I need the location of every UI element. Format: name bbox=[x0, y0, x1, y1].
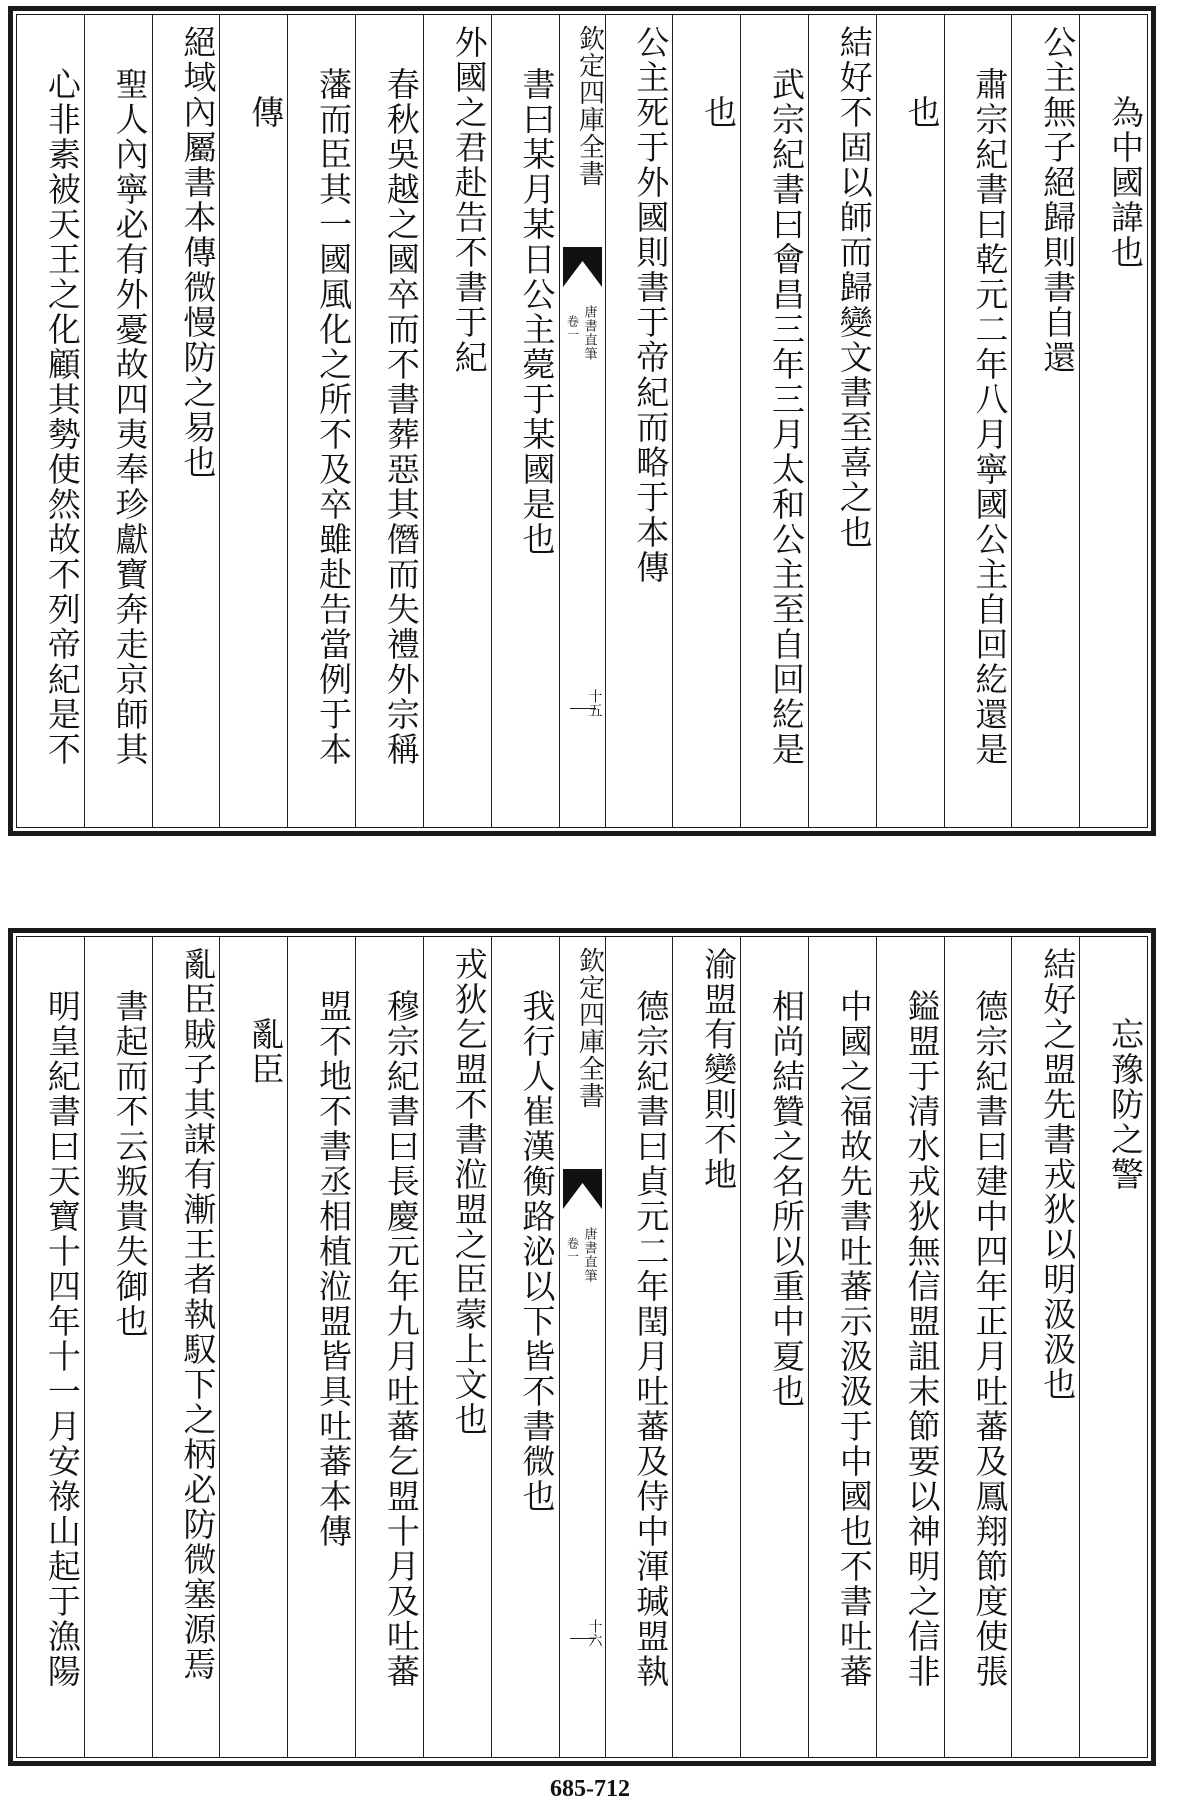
text-columns bbox=[17, 15, 1147, 827]
column-text: 渝盟有變則不地 bbox=[699, 947, 739, 1192]
text-column bbox=[876, 937, 944, 1757]
column-text: 聖人內寧必有外憂故四夷奉珍獻寶奔走京師其 bbox=[110, 67, 150, 767]
center-fold bbox=[559, 937, 605, 1757]
center-fold bbox=[559, 15, 605, 827]
column-text: 外國之君赴告不書于紀 bbox=[449, 25, 489, 375]
column-text: 結好之盟先書戎狄以明汲汲也 bbox=[1038, 947, 1078, 1402]
text-column bbox=[152, 937, 220, 1757]
text-column bbox=[287, 15, 355, 827]
column-text: 心非素被天王之化顧其勢使然故不列帝紀是不 bbox=[42, 67, 82, 767]
book-title: 唐書直筆 bbox=[581, 305, 597, 361]
column-text: 公主死于外國則書于帝紀而略于本傳 bbox=[631, 25, 671, 585]
column-text: 書起而不云叛貴失御也 bbox=[110, 989, 150, 1339]
book-title: 唐書直筆 bbox=[581, 1227, 597, 1283]
juan-number: 卷一 bbox=[565, 1237, 580, 1263]
text-column bbox=[491, 15, 559, 827]
text-column bbox=[355, 937, 423, 1757]
column-text: 德宗紀書曰建中四年正月吐蕃及鳳翔節度使張 bbox=[970, 989, 1010, 1689]
column-text: 也 bbox=[699, 95, 739, 130]
page-number: 685-712 bbox=[550, 1776, 630, 1802]
text-column bbox=[605, 15, 673, 827]
text-columns bbox=[17, 937, 1147, 1757]
folio-number: 十五 bbox=[586, 689, 603, 717]
text-column bbox=[605, 937, 673, 1757]
text-column bbox=[219, 15, 287, 827]
text-column bbox=[423, 937, 491, 1757]
text-column bbox=[152, 15, 220, 827]
column-text: 相尚結贊之名所以重中夏也 bbox=[766, 989, 806, 1409]
column-text: 明皇紀書曰天寶十四年十一月安祿山起于漁陽 bbox=[42, 989, 82, 1689]
column-text: 藩而臣其一國風化之所不及卒雖赴告當例于本 bbox=[314, 67, 354, 767]
text-column bbox=[1011, 937, 1079, 1757]
column-text: 中國之福故先書吐蕃示汲汲于中國也不書吐蕃 bbox=[834, 989, 874, 1689]
collection-title: 欽定四庫全書 bbox=[574, 25, 605, 187]
text-column bbox=[808, 937, 876, 1757]
page-top bbox=[8, 6, 1156, 836]
column-text: 亂臣 bbox=[246, 1017, 286, 1087]
column-text: 也 bbox=[902, 95, 942, 130]
column-text: 我行人崔漢衡路泌以下皆不書微也 bbox=[517, 989, 557, 1514]
page-bottom bbox=[8, 928, 1156, 1766]
text-column bbox=[876, 15, 944, 827]
text-column bbox=[1079, 937, 1147, 1757]
column-text: 盟不地不書丞相植涖盟皆具吐蕃本傳 bbox=[314, 989, 354, 1549]
column-text: 鎰盟于清水戎狄無信盟詛末節要以神明之信非 bbox=[902, 989, 942, 1689]
column-text: 傳 bbox=[246, 95, 286, 130]
text-column bbox=[740, 15, 808, 827]
column-text: 結好不固以師而歸變文書至喜之也 bbox=[834, 25, 874, 550]
text-column bbox=[491, 937, 559, 1757]
text-column bbox=[944, 15, 1012, 827]
text-column bbox=[808, 15, 876, 827]
text-column bbox=[740, 937, 808, 1757]
column-text: 公主無子絕歸則書自還 bbox=[1038, 25, 1078, 375]
fish-tail-ornament bbox=[563, 247, 602, 287]
column-text: 絕域內屬書本傳微慢防之易也 bbox=[178, 25, 218, 480]
text-column bbox=[1079, 15, 1147, 827]
column-text: 肅宗紀書曰乾元二年八月寧國公主自回紇還是 bbox=[970, 67, 1010, 767]
column-text: 忘豫防之警 bbox=[1106, 1017, 1145, 1192]
column-text: 德宗紀書曰貞元二年閏月吐蕃及侍中渾瑊盟執 bbox=[631, 989, 671, 1689]
column-text: 穆宗紀書曰長慶元年九月吐蕃乞盟十月及吐蕃 bbox=[381, 989, 421, 1689]
column-text: 為中國諱也 bbox=[1106, 95, 1145, 270]
column-text: 春秋吳越之國卒而不書葬惡其僭而失禮外宗稱 bbox=[381, 67, 421, 767]
juan-number: 卷一 bbox=[565, 315, 580, 341]
text-column bbox=[355, 15, 423, 827]
text-column bbox=[1011, 15, 1079, 827]
text-column bbox=[84, 15, 152, 827]
text-column bbox=[672, 937, 740, 1757]
folio-number: 十六 bbox=[586, 1619, 603, 1647]
column-text: 戎狄乞盟不書涖盟之臣蒙上文也 bbox=[449, 947, 489, 1437]
text-column bbox=[84, 937, 152, 1757]
text-column bbox=[17, 15, 84, 827]
column-text: 書曰某月某日公主薨于某國是也 bbox=[517, 67, 557, 557]
column-text: 武宗紀書曰會昌三年三月太和公主至自回紇是 bbox=[766, 67, 806, 767]
text-column bbox=[219, 937, 287, 1757]
text-column bbox=[287, 937, 355, 1757]
text-column bbox=[423, 15, 491, 827]
text-column bbox=[672, 15, 740, 827]
column-text: 亂臣賊子其謀有漸王者執馭下之柄必防微塞源焉 bbox=[178, 947, 218, 1682]
fish-tail-ornament bbox=[563, 1169, 602, 1209]
collection-title: 欽定四庫全書 bbox=[574, 947, 605, 1109]
text-column bbox=[944, 937, 1012, 1757]
text-column bbox=[17, 937, 84, 1757]
